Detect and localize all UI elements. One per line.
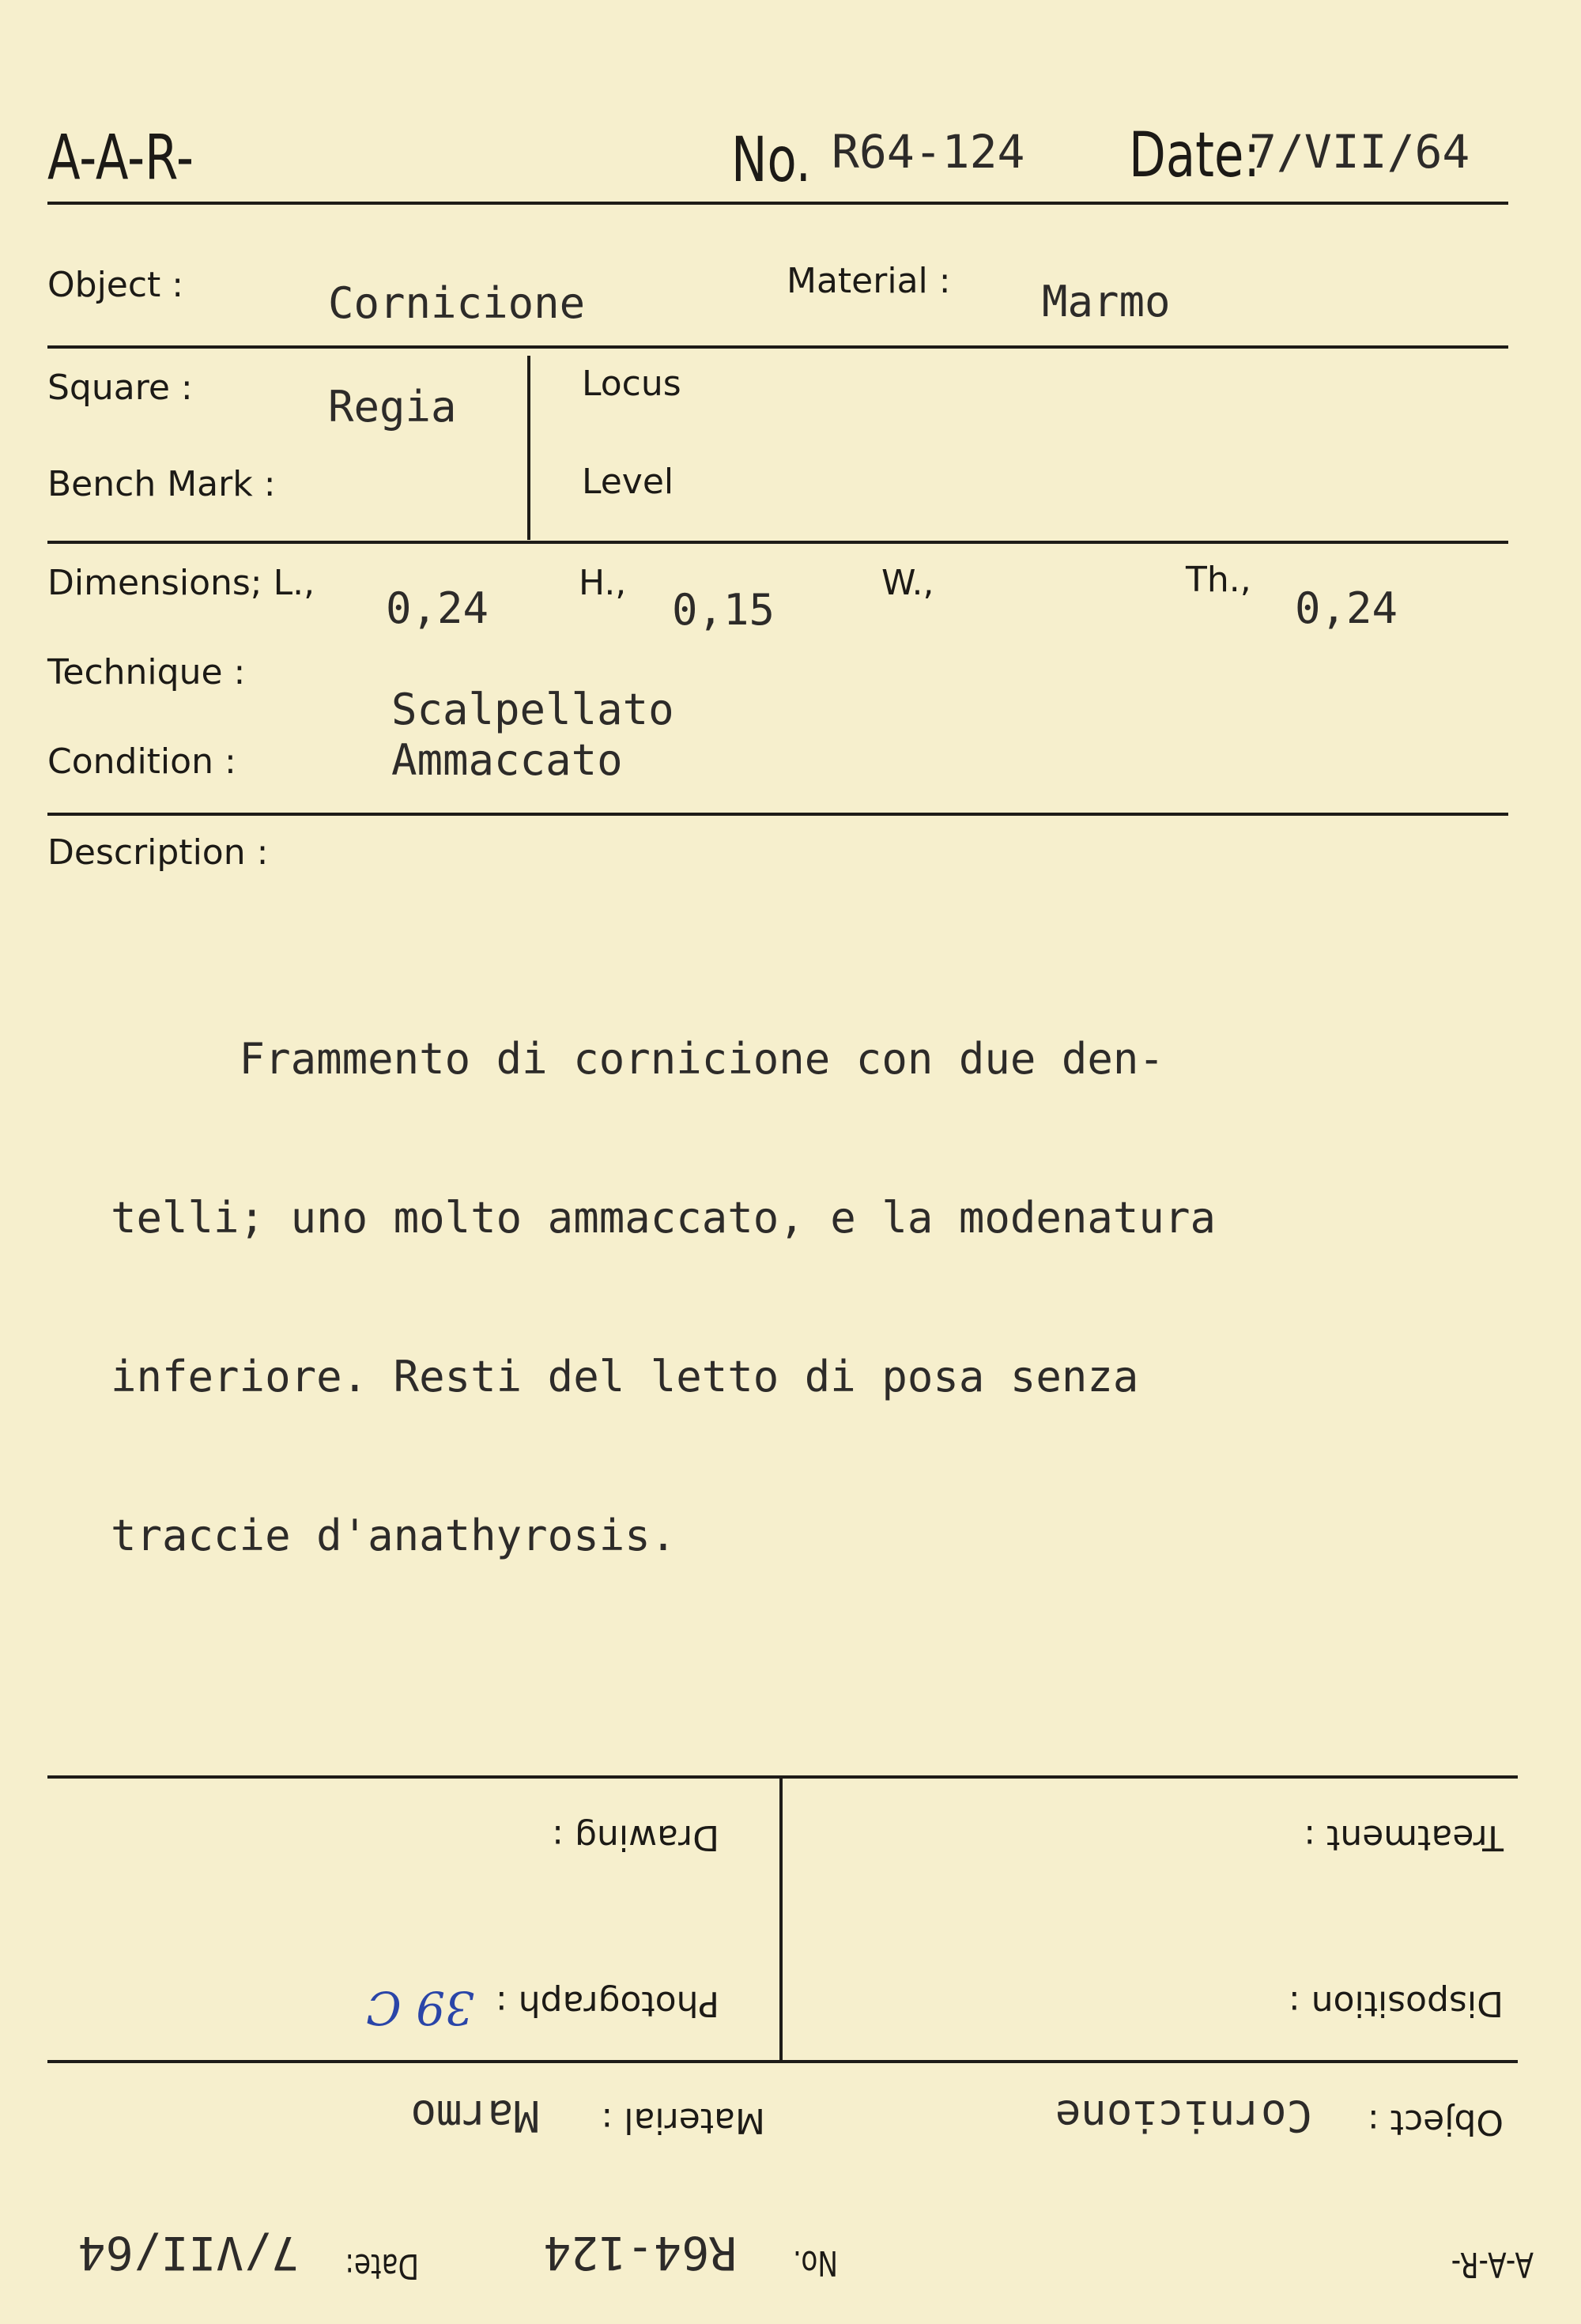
material-value: Marmo (1042, 277, 1171, 326)
square-label: Square : (47, 368, 193, 408)
footer-drawing-label: Drawing : (552, 1817, 719, 1858)
footer-object-value: Cornicione (1055, 2091, 1312, 2141)
divider-object (47, 345, 1508, 349)
footer-divider-vertical (779, 1779, 783, 2063)
divider-square-vertical (527, 356, 530, 540)
card-code: A-A-R- (47, 123, 194, 194)
date-label: Date: (1129, 120, 1260, 191)
level-label: Level (582, 462, 674, 502)
inverted-footer (0, 1692, 1581, 2324)
thickness-value: 0,24 (1295, 583, 1398, 633)
square-value: Regia (328, 382, 457, 432)
description-line: telli; uno molto ammaccato, e la modenatura (111, 1193, 1216, 1243)
material-label: Material : (787, 261, 951, 301)
description-label: Description : (47, 832, 269, 873)
footer-disposition-label: Disposition : (1288, 1983, 1504, 2024)
description-line: traccie d'anathyrosis. (111, 1511, 677, 1560)
number-label: No. (731, 125, 812, 196)
condition-label: Condition : (47, 741, 236, 782)
footer-object-label: Object : (1367, 2102, 1504, 2142)
technique-label: Technique : (47, 652, 246, 692)
width-label: W., (881, 563, 934, 603)
description-line: inferiore. Resti del letto di posa senza (111, 1352, 1139, 1402)
footer-photograph-value: 39 C (366, 1981, 474, 2035)
height-value: 0,15 (672, 585, 775, 635)
footer-date-label: Date: (345, 2246, 419, 2286)
description-line: Frammento di cornicione con due den- (111, 1034, 1164, 1084)
footer-material-value: Marmo (410, 2091, 539, 2141)
footer-number-label: No. (793, 2243, 838, 2283)
thickness-label: Th., (1186, 560, 1251, 600)
object-label: Object : (47, 265, 184, 305)
divider-square (47, 541, 1508, 544)
locus-label: Locus (582, 364, 681, 404)
number-value: R64-124 (832, 125, 1025, 179)
bench-mark-label: Bench Mark : (47, 464, 276, 504)
length-value: 0,24 (386, 583, 489, 633)
footer-material-label: Material : (601, 2100, 765, 2141)
date-value: 7/VII/64 (1249, 125, 1470, 179)
footer-divider-bottom (47, 1775, 1518, 1779)
height-label: H., (579, 563, 627, 603)
footer-divider-object (47, 2060, 1518, 2063)
footer-number-value: R64-124 (543, 2226, 737, 2280)
description-text (111, 926, 1216, 1668)
footer-card-code: A-A-R- (1451, 2244, 1534, 2284)
footer-treatment-label: Treatment : (1304, 1817, 1504, 1858)
footer-photograph-label: Photograph : (495, 1983, 719, 2024)
dimensions-label: Dimensions; L., (47, 563, 315, 603)
object-value: Cornicione (328, 278, 586, 328)
divider-condition (47, 813, 1508, 816)
footer-date-value: 7/VII/64 (77, 2226, 299, 2280)
condition-value: Ammaccato (391, 735, 623, 785)
technique-value: Scalpellato (391, 685, 674, 734)
divider-header (47, 202, 1508, 205)
